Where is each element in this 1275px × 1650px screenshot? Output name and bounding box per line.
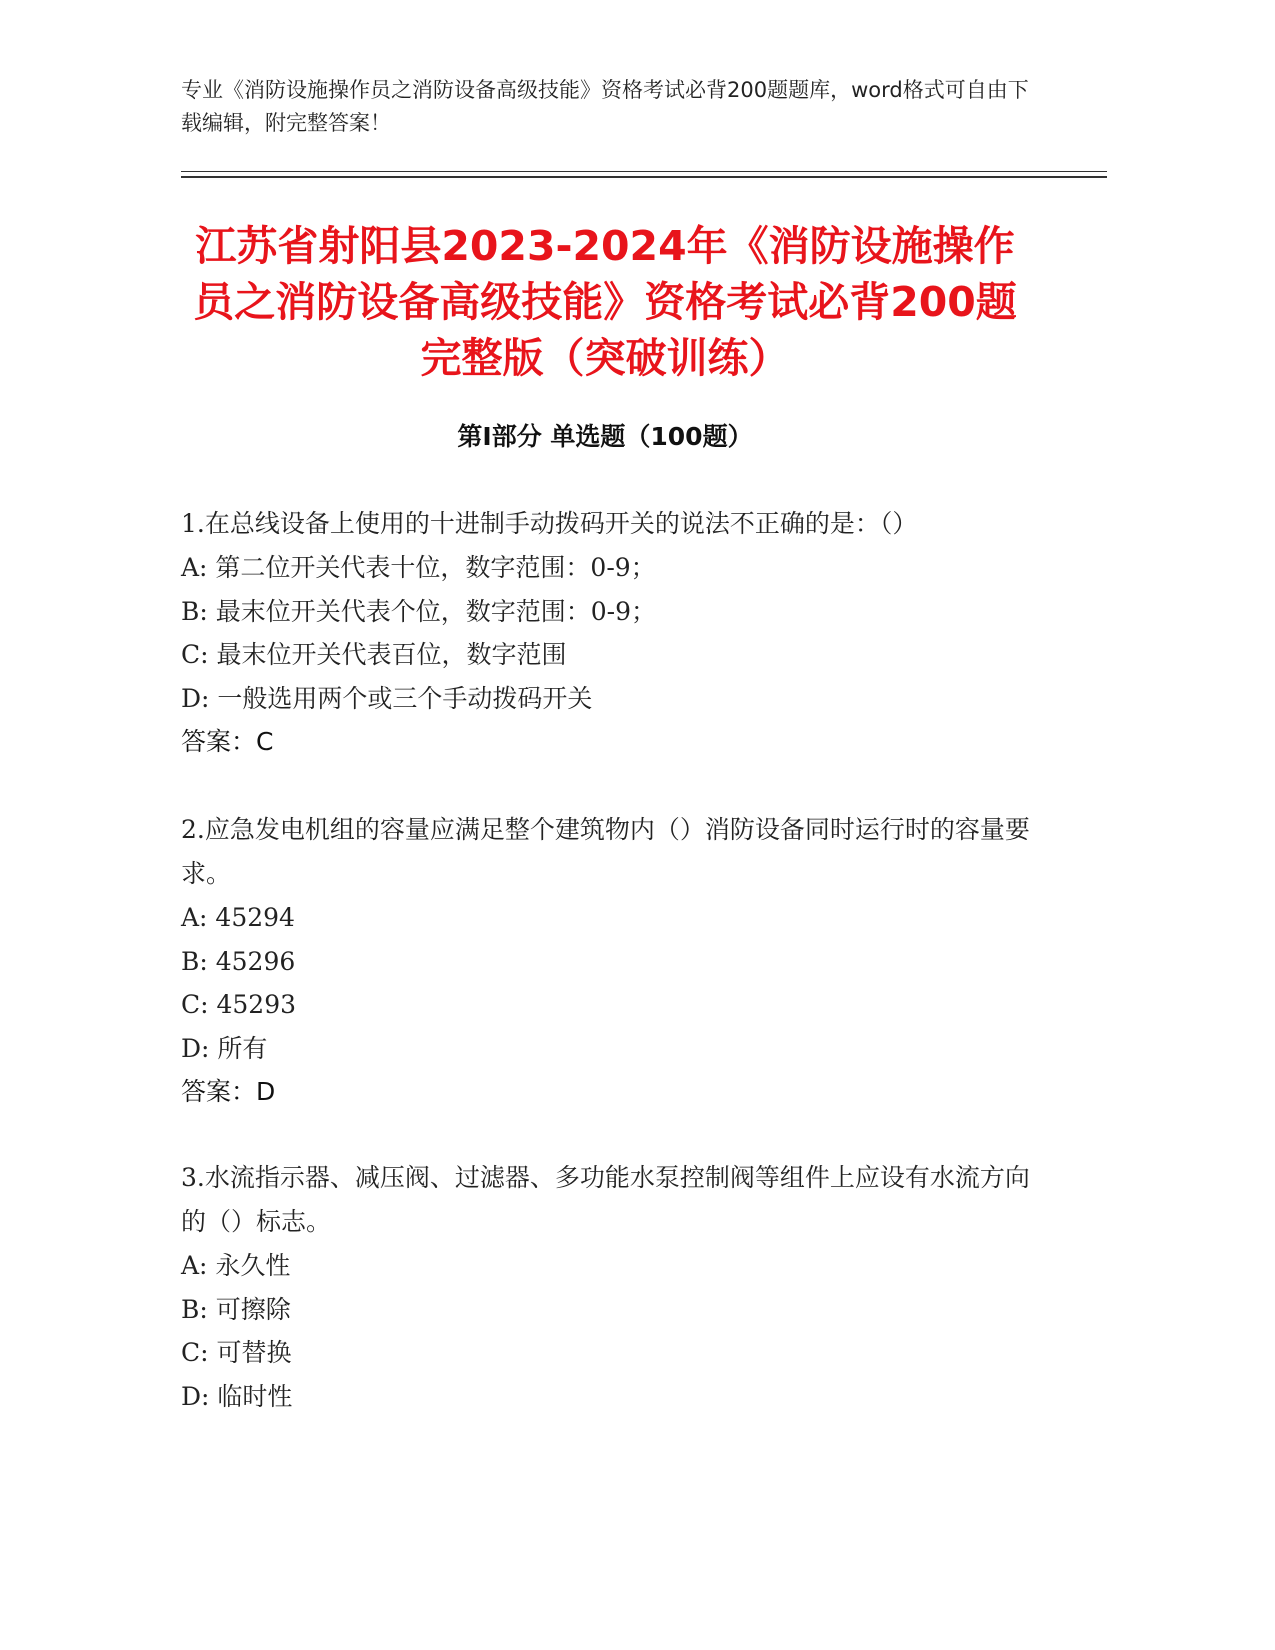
- header-divider-thin: [181, 171, 1107, 172]
- option-d: D: 一般选用两个或三个手动拨码开关: [181, 683, 593, 713]
- question-stem: 3.水流指示器、减压阀、过滤器、多功能水泵控制阀等组件上应设有水流方向的（）标志。: [181, 1163, 1030, 1236]
- option-a: A: 45294: [181, 903, 295, 932]
- question-stem: 1.在总线设备上使用的十进制手动拨码开关的说法不正确的是：（）: [181, 509, 918, 538]
- document-title: 江苏省射阳县2023-2024年《消防设施操作员之消防设备高级技能》资格考试必背200题完整版（突破训练）: [193, 222, 1017, 382]
- option-d: D: 临时性: [181, 1381, 293, 1411]
- question-1: [181, 502, 1031, 764]
- option-b: B: 可擦除: [181, 1294, 291, 1324]
- question-3: [181, 1156, 1031, 1418]
- answer: 答案：C: [181, 727, 274, 756]
- option-c: C: 45293: [181, 990, 297, 1019]
- option-a: A: 永久性: [181, 1251, 291, 1280]
- option-b: B: 最末位开关代表个位，数字范围：0-9；: [181, 596, 657, 626]
- option-a: A: 第二位开关代表十位，数字范围：0-9；: [181, 553, 656, 582]
- answer: 答案：D: [181, 1077, 276, 1106]
- header-divider-thick: [181, 176, 1107, 178]
- option-b: B: 45296: [181, 946, 296, 976]
- option-c: C: 可替换: [181, 1338, 292, 1367]
- question-stem: 2.应急发电机组的容量应满足整个建筑物内（）消防设备同时运行时的容量要求。: [181, 815, 1030, 888]
- option-c: C: 最末位开关代表百位，数字范围: [181, 640, 567, 669]
- header-note: 专业《消防设施操作员之消防设备高级技能》资格考试必背200题题库，word格式可自由下载编辑，附完整答案！: [181, 78, 1029, 135]
- question-2: [181, 808, 1031, 1114]
- option-d: D: 所有: [181, 1033, 268, 1063]
- section-title: 第Ⅰ部分 单选题（100题）: [457, 422, 753, 451]
